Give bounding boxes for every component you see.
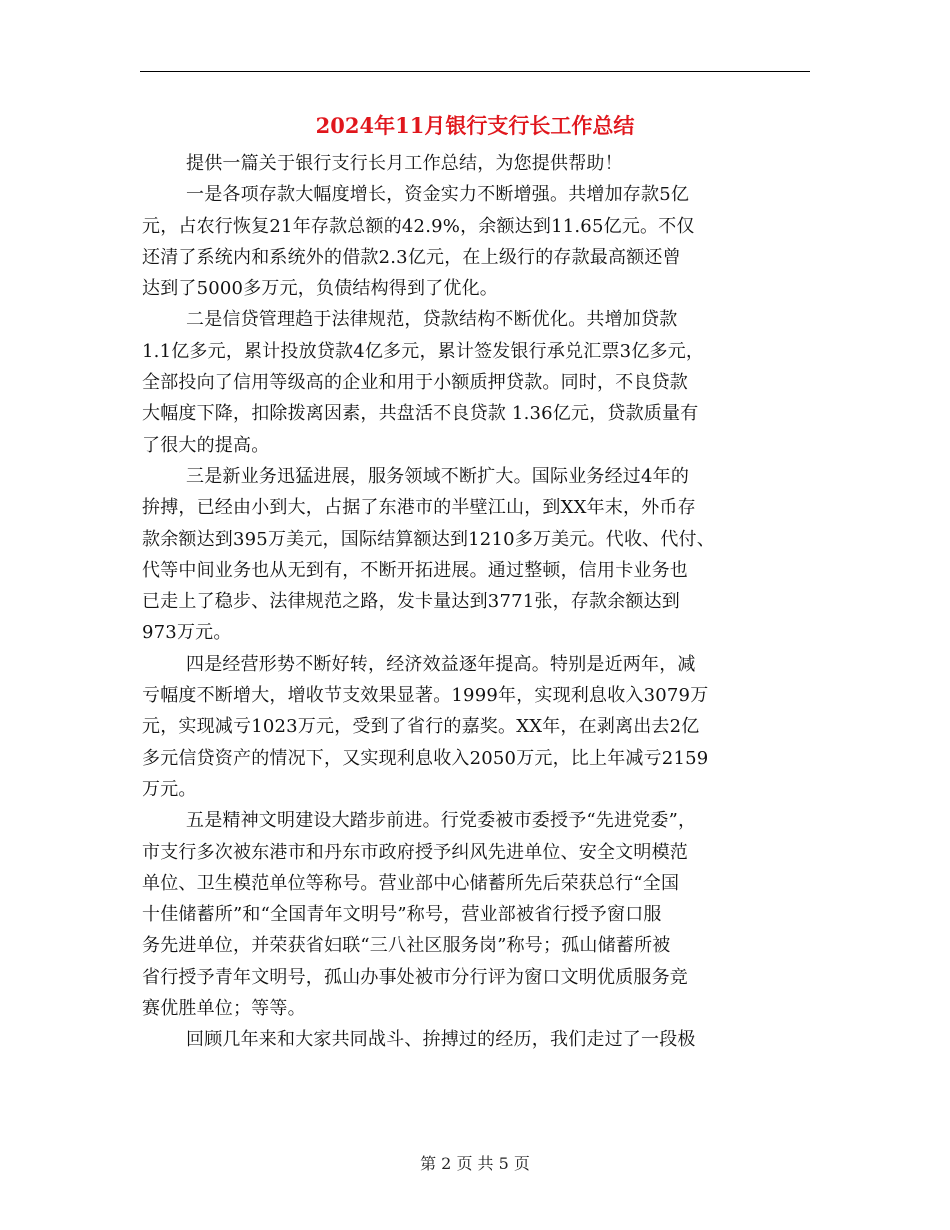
body-line: 提供一篇关于银行支行长月工作总结，为您提供帮助！: [186, 153, 623, 174]
body-line: 一是各项存款大幅度增长，资金实力不断增强。共增加存款5亿: [186, 184, 690, 206]
body-line: 亏幅度不断增大，增收节支效果显著。1999年，实现利息收入3079万: [142, 685, 709, 707]
body-line: 五是精神文明建设大踏步前进。行党委被市委授予“先进党委”，: [186, 810, 697, 832]
body-line: 市支行多次被东港市和丹东市政府授予纠风先进单位、安全文明模范: [142, 841, 688, 863]
body-line: 单位、卫生模范单位等称号。营业部中心储蓄所先后荣获总行“全国: [142, 872, 680, 894]
body-line: 了很大的提高。: [142, 434, 270, 456]
body-line: 达到了5000多万元，负债结构得到了优化。: [142, 278, 499, 300]
body-line: 万元。: [142, 778, 197, 800]
body-line: 回顾几年来和大家共同战斗、拚搏过的经历，我们走过了一段极: [186, 1029, 696, 1051]
body-line: 大幅度下降，扣除拨离因素，共盘活不良贷款 1.36亿元，贷款质量有: [142, 403, 699, 425]
body-line: 务先进单位，并荣获省妇联“三八社区服务岗”称号；孤山储蓄所被: [142, 935, 671, 957]
body-line: 还清了系统内和系统外的借款2.3亿元，在上级行的存款最高额还曾: [142, 246, 681, 268]
body-line: 赛优胜单位；等等。: [142, 998, 306, 1020]
body-line: 四是经营形势不断好转，经济效益逐年提高。特别是近两年，减: [186, 653, 696, 675]
body-line: 已走上了稳步、法律规范之路，发卡量达到3771张，存款余额达到: [142, 591, 681, 613]
body-line: 全部投向了信用等级高的企业和用于小额质押贷款。同时，不良贷款: [142, 372, 688, 394]
body-line: 元，实现减亏1023万元，受到了省行的嘉奖。XX年，在剥离出去2亿: [142, 716, 700, 738]
body-line: 973万元。: [142, 622, 232, 644]
body-line: 1.1亿多元，累计投放贷款4亿多元，累计签发银行承兑汇票3亿多元，: [142, 340, 705, 362]
header-rule: [140, 71, 810, 72]
page-number-footer: 第 2 页 共 5 页: [420, 1154, 530, 1173]
document-body: [142, 148, 810, 1056]
body-line: 二是信贷管理趋于法律规范，贷款结构不断优化。共增加贷款: [186, 309, 678, 331]
body-line: 十佳储蓄所”和“全国青年文明号”称号，营业部被省行授予窗口服: [142, 904, 662, 926]
body-line: 拚搏，已经由小到大，占据了东港市的半壁江山，到XX年末，外币存: [142, 497, 696, 519]
body-line: 省行授予青年文明号，孤山办事处被市分行评为窗口文明优质服务竞: [142, 966, 688, 988]
body-line: 三是新业务迅猛进展，服务领域不断扩大。国际业务经过4年的: [186, 465, 690, 487]
document-title: 2024年11月银行支行长工作总结: [315, 113, 635, 138]
body-line: 多元信贷资产的情况下，又实现利息收入2050万元，比上年减亏2159: [142, 747, 709, 769]
body-line: 元，占农行恢复21年存款总额的42.9%，余额达到11.65亿元。不仅: [142, 215, 695, 237]
body-line: 代等中间业务也从无到有，不断开拓进展。通过整顿，信用卡业务也: [142, 559, 688, 581]
body-line: 款余额达到395万美元，国际结算额达到1210多万美元。代收、代付、: [142, 528, 715, 550]
